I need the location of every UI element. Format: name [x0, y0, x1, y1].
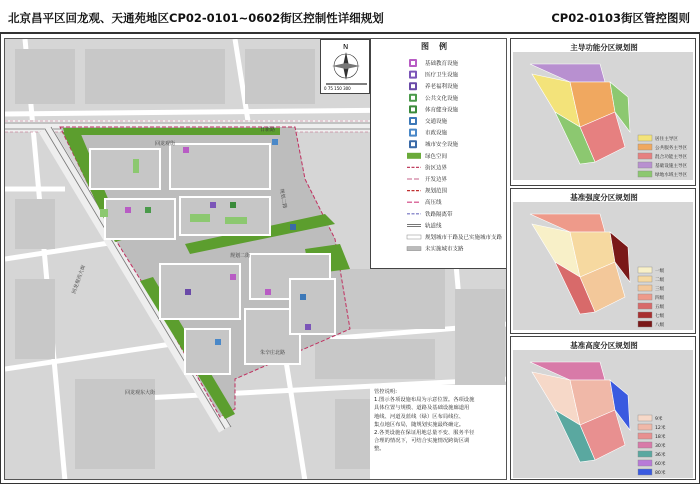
legend-symbols — [371, 39, 507, 269]
key-label: 绿地水域主导区 — [655, 173, 688, 178]
drawing-code: CP02-0103街区管控图则 — [551, 11, 690, 25]
key-label: 二级 — [655, 278, 665, 283]
legend-label: 规划范围 — [425, 188, 448, 195]
key-swatch — [638, 442, 652, 448]
legend-label: 高压线 — [425, 200, 442, 207]
school-icon — [409, 59, 417, 67]
notes-heading: 管控说明: — [374, 389, 397, 395]
mini-map-1 — [513, 202, 693, 330]
medical-icon — [409, 71, 417, 79]
key-label: 八级 — [655, 323, 665, 328]
key-label: 18米 — [655, 435, 666, 440]
key-label: 9米 — [655, 417, 663, 422]
map-label-6: 回龙观东大街 — [125, 390, 156, 396]
key-label: 12米 — [655, 426, 666, 431]
key-label: 一级 — [655, 269, 665, 274]
key-swatch — [638, 469, 652, 475]
utility-icon — [409, 129, 417, 137]
legend — [370, 39, 506, 269]
notes-line-6: 整。 — [374, 446, 385, 453]
mini-maps — [510, 38, 696, 480]
panel-height-title: 基准高度分区规划图 — [570, 341, 638, 350]
future-road-icon — [407, 247, 421, 251]
mini-map-2 — [513, 350, 693, 478]
notes-line-4: 2.各类设施在保证用地总量不变、服务半径 — [374, 430, 475, 437]
notes-line-1: 具体位置与规模、道路及基础设施廊道用 — [374, 405, 470, 412]
map-label-5: 朱辛庄北路 — [260, 350, 286, 356]
key-label: 80米 — [655, 471, 666, 476]
key-label: 混合功能主导区 — [655, 155, 688, 160]
legend-label: 基础教育设施 — [425, 61, 459, 67]
key-swatch — [638, 162, 652, 168]
notes-line-2: 地线、河道及蓝线（绿）区布局线位、 — [374, 413, 465, 420]
legend-label: 轨道线 — [425, 223, 442, 230]
legend-label: 公共文化设施 — [425, 95, 459, 102]
mini-map-0 — [513, 52, 693, 180]
planning-site — [60, 127, 350, 419]
elderly-icon — [409, 82, 417, 90]
key-label: 四级 — [655, 296, 665, 301]
legend-label: 体育健身设施 — [425, 107, 459, 114]
map-label-4: 规划二路 — [278, 188, 288, 210]
key-label: 居住主导区 — [655, 137, 678, 142]
key-swatch — [638, 415, 652, 421]
panel-function-title: 主导功能分区规划图 — [570, 43, 638, 52]
legend-label: 市政设施 — [425, 130, 448, 137]
key-label: 公共服务主导区 — [655, 146, 688, 151]
key-swatch — [638, 433, 652, 439]
notes-line-5: 合理的情况下，可结合实施情况跨街区调 — [374, 438, 470, 445]
key-swatch — [638, 303, 652, 309]
key-label: 60米 — [655, 462, 666, 467]
management-notes — [370, 385, 506, 479]
north-label: N — [343, 43, 349, 51]
key-label: 三级 — [655, 287, 665, 292]
key-swatch — [638, 171, 652, 177]
key-swatch — [638, 144, 652, 150]
legend-label: 街区边界 — [425, 165, 448, 172]
key-label: 30米 — [655, 444, 666, 449]
key-swatch — [638, 135, 652, 141]
legend-label: 铁路隔离带 — [425, 211, 453, 218]
key-swatch — [638, 312, 652, 318]
notes-line-0: 1.图示各项设施布局为示意位置。各项设施 — [374, 397, 475, 404]
transport-icon — [409, 117, 417, 125]
road-icon — [407, 235, 421, 239]
map-label-3: 规划二街 — [230, 253, 251, 259]
key-label: 36米 — [655, 453, 666, 458]
sports-icon — [409, 105, 417, 113]
legend-label: 规划城市干路及已实施城市支路 — [425, 235, 503, 241]
legend-label: 开发边界 — [425, 177, 448, 183]
panel-intensity-title: 基准强度分区规划图 — [570, 193, 638, 202]
key-swatch — [638, 294, 652, 300]
notes-line-3: 集点地区布局，随规划实施最终确定。 — [374, 421, 465, 428]
key-swatch — [638, 451, 652, 457]
key-label: 基础设施主导区 — [655, 164, 688, 169]
culture-icon — [409, 94, 417, 102]
key-swatch — [638, 285, 652, 291]
key-swatch — [638, 153, 652, 159]
legend-label: 未实施城市支路 — [425, 246, 464, 253]
key-label: 五级 — [655, 305, 665, 310]
legend-label: 交通设施 — [425, 119, 448, 125]
map-label-2: 回龙观西大街 — [71, 264, 88, 295]
safety-icon — [409, 140, 417, 148]
legend-label: 绿色空间 — [425, 153, 448, 160]
map-label-1: 回龙观街 — [155, 141, 176, 147]
scale-label: 0 75 150 300 — [324, 86, 351, 91]
right-column — [510, 38, 696, 480]
key-swatch — [638, 460, 652, 466]
map-label-0: 日新路 — [260, 127, 276, 133]
compass — [320, 39, 370, 94]
legend-label: 城市安全设施 — [425, 142, 459, 149]
legend-title: 图例 — [421, 42, 457, 51]
key-swatch — [638, 321, 652, 327]
key-label: 七级 — [655, 314, 665, 319]
page-title: 北京昌平区回龙观、天通苑地区CP02-0101~0602街区控制性详细规划 — [8, 11, 384, 25]
rail-line-icon — [407, 224, 421, 226]
key-swatch — [638, 424, 652, 430]
key-swatch — [638, 276, 652, 282]
header — [0, 0, 700, 34]
legend-label: 医疗卫生设施 — [425, 72, 459, 79]
green-space-icon — [407, 153, 421, 159]
legend-label: 养老福利设施 — [425, 84, 459, 91]
key-swatch — [638, 267, 652, 273]
